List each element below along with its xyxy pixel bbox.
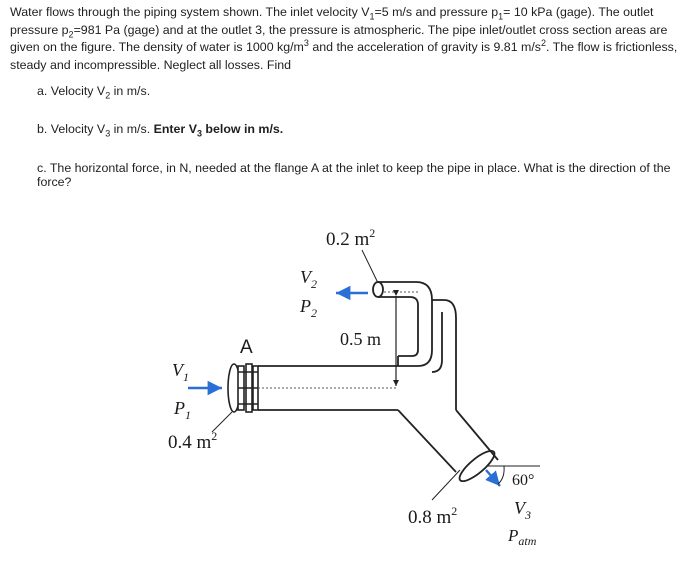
area-2-label: 0.2 $m^2$: [326, 226, 376, 250]
diagonal-upper: [456, 410, 498, 460]
outlet-2-ellipse: [373, 282, 383, 297]
area-1-label: 0.4 $m^2$: [168, 429, 218, 453]
patm-label: $P_{atm}$: [508, 526, 537, 548]
v2-label: $V_2$: [300, 267, 317, 291]
top-elbow-inner: [378, 297, 418, 356]
area-3-label: 0.8 $m^2$: [408, 504, 458, 528]
angle-label: 60°: [512, 472, 535, 489]
height-label: 0.5 m: [340, 329, 382, 349]
p2-label: $P_2$: [300, 296, 317, 320]
riser-outer: [418, 300, 432, 366]
question-a: a. Velocity $V_2$ in m/s.: [37, 84, 151, 101]
area-3-leader: [432, 470, 460, 500]
problem-statement: Water flows through the piping system shown. The inlet velocity $V_1=5$ m/s and pressure $p_1= 10$ kPa (gage). The outlet pressure $p_2=981$ Pa (gage) and at the outlet 3, the pressure is atmospheric. The pipe inlet/outlet cross section areas are given on the figure. The density of water is 1000 $kg/m^3$ and the acceleration of gravity is 9.81 $m/s^2$. The flow is frictionless, steady and incompressible. Neglect all losses. Find: [10, 5, 678, 72]
flange-a-label: A: [240, 337, 253, 358]
p1-label: $P_1$: [174, 398, 191, 422]
question-b: b. Velocity $V_3$ in m/s. Enter $V_3$ below in m/s.: [37, 122, 284, 139]
diagonal-lower: [398, 410, 456, 472]
v1-label: $V_1$: [172, 360, 189, 384]
question-c: c. The horizontal force, in N, needed at the flange A at the inlet to keep the pipe in place. What is the direction of the force?: [37, 161, 671, 189]
area-2-leader: [362, 250, 378, 283]
flange-a: [228, 364, 258, 412]
pipe-outline: [258, 282, 498, 486]
angle-arc: [498, 466, 504, 484]
v3-label: $V_3$: [514, 498, 531, 522]
right-pipe-inner: [432, 312, 442, 372]
right-pipe-outer: [432, 300, 456, 410]
